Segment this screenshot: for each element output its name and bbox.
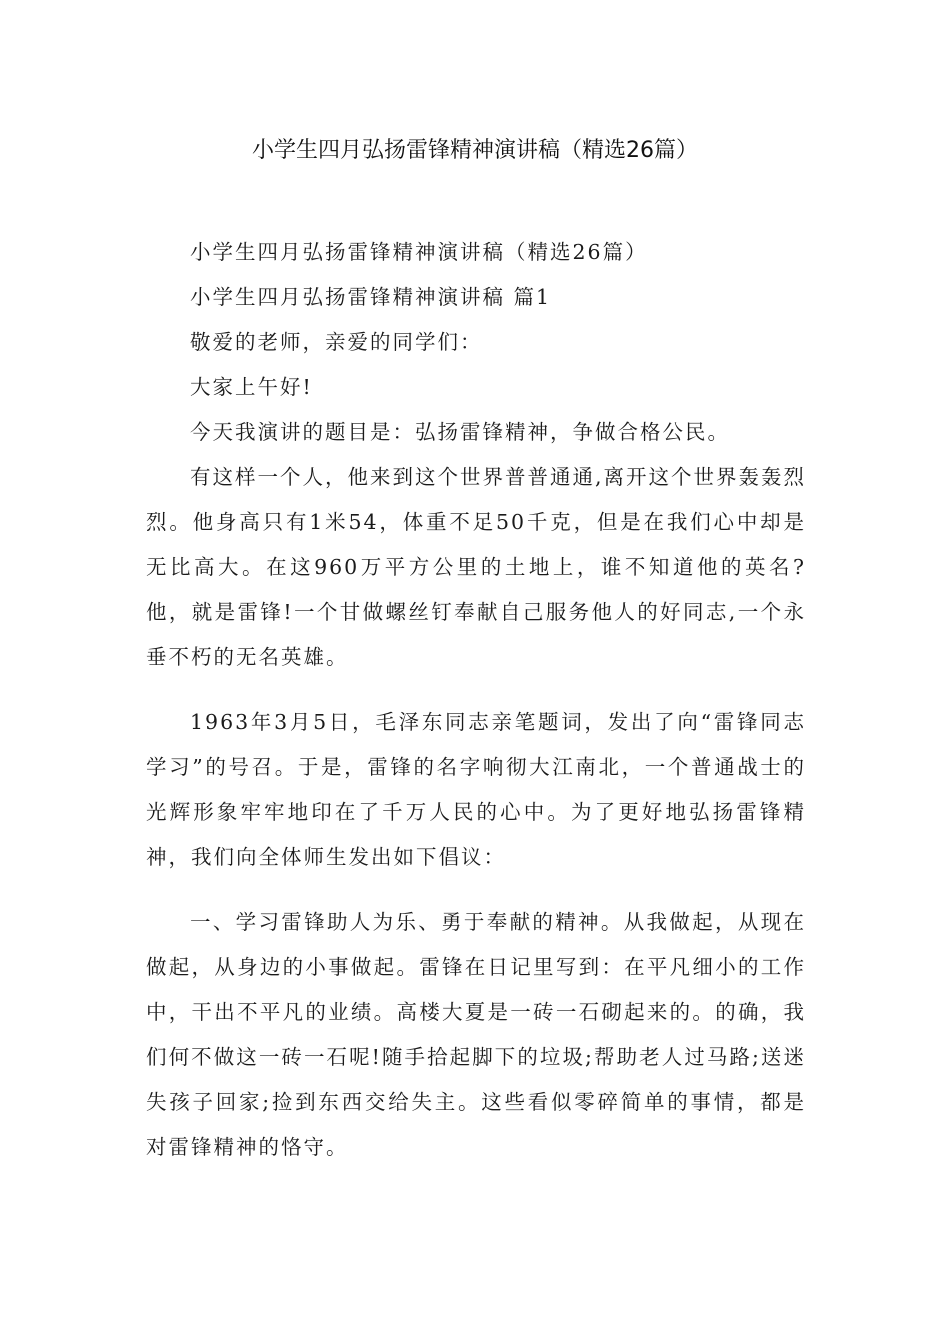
paragraph-body: 有这样一个人，他来到这个世界普普通通,离开这个世界轰轰烈烈。他身高只有1米54，体重不足50千克，但是在我们心中却是无比高大。在这960万平方公里的土地上，谁不知道他的英名?他，就是雷锋!一个甘做螺丝钉奉献自己服务他人的好同志,一个永垂不朽的无名英雄。 (146, 465, 807, 669)
paragraph-subtitle: 小学生四月弘扬雷锋精神演讲稿（精选26篇） (190, 240, 648, 264)
document-body (146, 230, 806, 1190)
paragraph-body: 一、学习雷锋助人为乐、勇于奉献的精神。从我做起，从现在做起，从身边的小事做起。雷锋在日记里写到：在平凡细小的工作中，干出不平凡的业绩。高楼大夏是一砖一石砌起来的。的确，我们何不做这一砖一石呢!随手拾起脚下的垃圾;帮助老人过马路;送迷失孩子回家;捡到东西交给失主。这些看似零碎简单的事情，都是对雷锋精神的恪守。 (146, 910, 806, 1159)
document-title: 小学生四月弘扬雷锋精神演讲稿（精选26篇） (252, 138, 698, 163)
paragraph-greeting: 大家上午好! (190, 375, 313, 399)
paragraph-section-heading: 小学生四月弘扬雷锋精神演讲稿 篇1 (190, 285, 552, 309)
paragraph-salutation: 敬爱的老师，亲爱的同学们： (190, 330, 483, 354)
paragraph-body: 1963年3月5日，毛泽东同志亲笔题词，发出了向“雷锋同志学习”的号召。于是，雷锋的名字响彻大江南北，一个普通战士的光辉形象牢牢地印在了千万人民的心中。为了更好地弘扬雷锋精神，我们向全体师生发出如下倡议： (146, 710, 806, 869)
paragraph-topic: 今天我演讲的题目是：弘扬雷锋精神，争做合格公民。 (190, 420, 730, 444)
